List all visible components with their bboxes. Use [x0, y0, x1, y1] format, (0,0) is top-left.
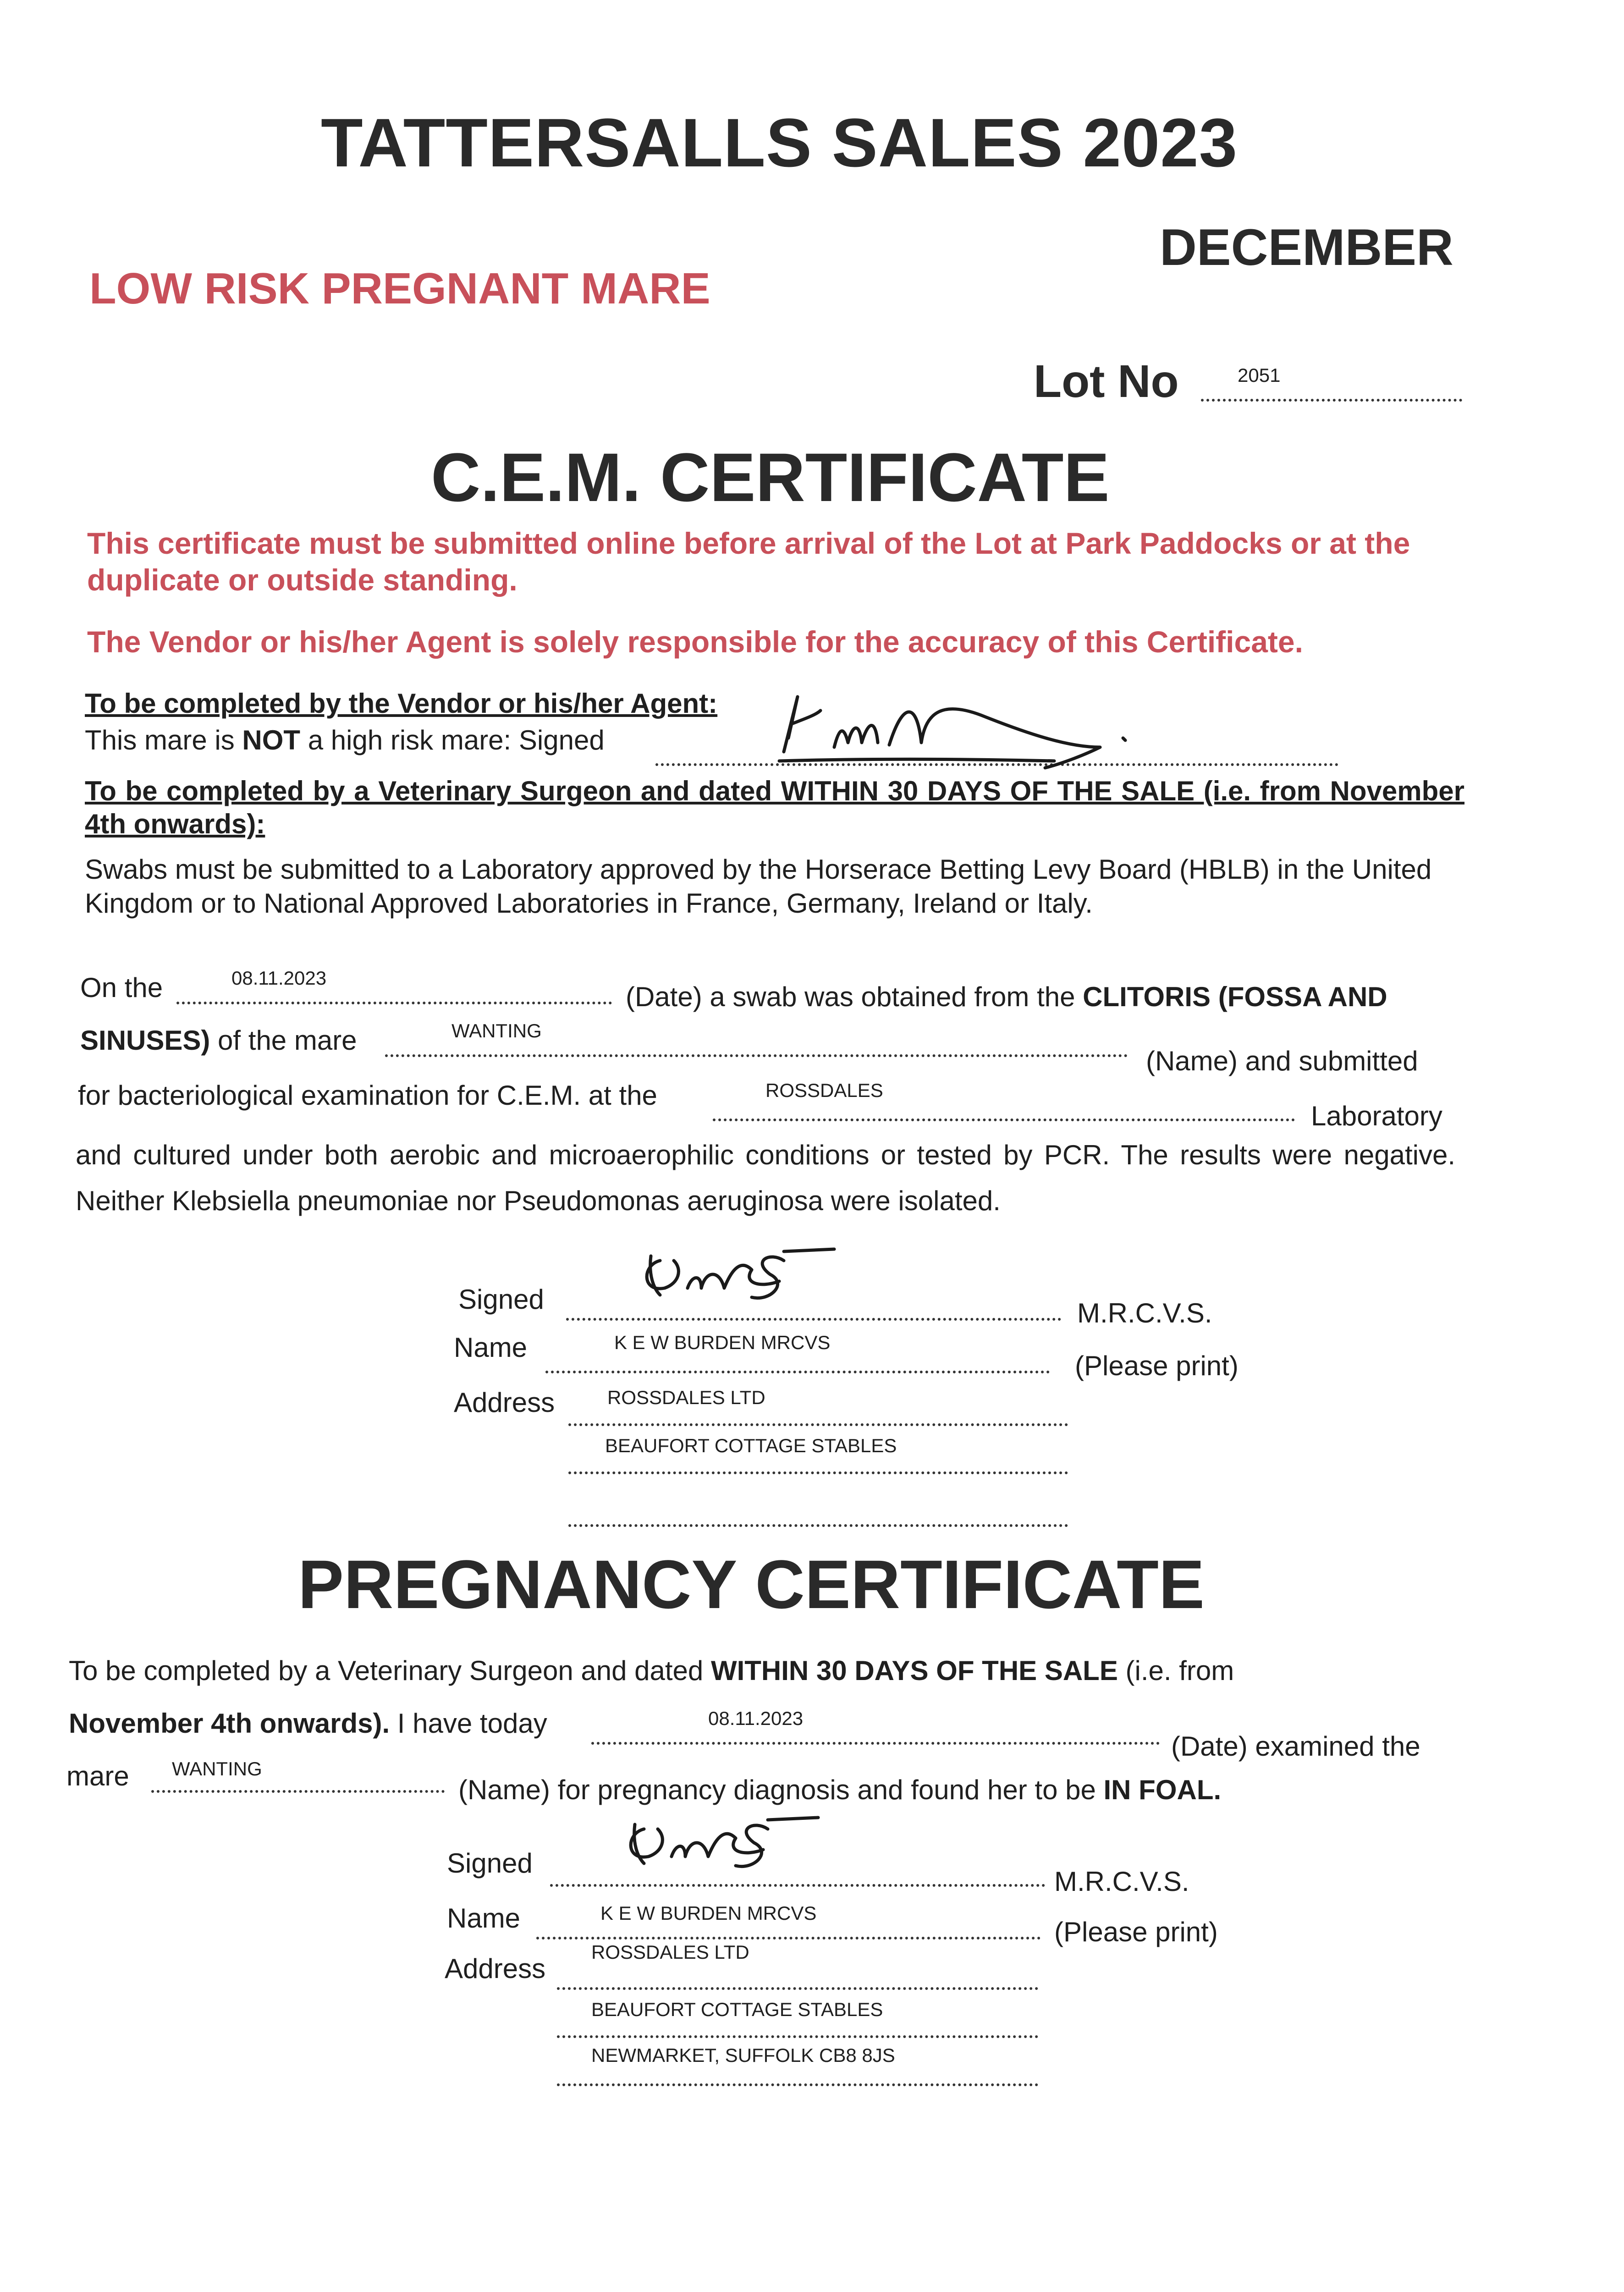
pregnancy-certificate-title: PREGNANCY CERTIFICATE — [298, 1546, 1205, 1623]
cem-address-2: BEAUFORT COTTAGE STABLES — [605, 1435, 897, 1456]
lot-dotted-line — [1201, 399, 1462, 402]
responsibility-notice: The Vendor or his/her Agent is solely responsible for the accuracy of this Certificate. — [87, 625, 1303, 659]
pregnancy-please-print: (Please print) — [1054, 1917, 1218, 1947]
sinuses-line — [80, 1025, 357, 1056]
pregnancy-mrcvs: M.R.C.V.S. — [1054, 1866, 1189, 1897]
vendor-signature-image — [770, 683, 1146, 775]
risk-label: LOW RISK PREGNANT MARE — [89, 264, 710, 313]
pregnancy-address-line-2 — [557, 2035, 1038, 2038]
cem-signature-line — [566, 1318, 1061, 1321]
pregnancy-name-line — [536, 1937, 1040, 1939]
vendor-statement-post: a high risk mare: Signed — [300, 725, 605, 755]
cem-vet-signature-image — [633, 1233, 843, 1311]
vendor-heading — [85, 688, 717, 719]
pregnancy-mare-label: mare — [66, 1761, 129, 1791]
cem-signed-label: Signed — [458, 1284, 544, 1315]
sale-month: DECEMBER — [1160, 219, 1453, 276]
mare-name-line — [385, 1054, 1128, 1057]
pregnancy-address-line-3 — [557, 2083, 1038, 2086]
cem-address-line-3 — [568, 1524, 1068, 1527]
vendor-statement-not: NOT — [242, 725, 301, 755]
swab-requirement-text: Swabs must be submitted to a Laboratory approved by the Horserace Betting Levy Board (HBLB) in the United Kingdom or to National Approved Laboratories in France, Germany, Ireland or Italy. — [85, 854, 1432, 919]
vet-heading — [85, 775, 1464, 841]
swab-date-text-bold: CLITORIS (FOSSA AND — [1083, 981, 1387, 1012]
swab-date-line — [176, 1002, 612, 1004]
pregnancy-diagnosis-pre: (Name) for pregnancy diagnosis and found her to be — [458, 1774, 1104, 1805]
pregnancy-intro-mid: (i.e. from — [1118, 1655, 1234, 1686]
lot-number: 2051 — [1238, 364, 1281, 386]
lab-name: ROSSDALES — [765, 1080, 883, 1101]
pregnancy-vet-name: K E W BURDEN MRCVS — [600, 1902, 817, 1924]
vendor-statement-pre: This mare is — [85, 725, 242, 755]
on-the-label: On the — [80, 972, 163, 1003]
pregnancy-address-3: NEWMARKET, SUFFOLK CB8 8JS — [591, 2044, 895, 2066]
pregnancy-address-1: ROSSDALES LTD — [591, 1941, 749, 1963]
pregnancy-date-examined: (Date) examined the — [1171, 1731, 1420, 1762]
pregnancy-address-label: Address — [445, 1953, 546, 1984]
exam-text: for bacteriological examination for C.E.M. at the — [78, 1080, 657, 1111]
sinuses-bold: SINUSES) — [80, 1025, 210, 1056]
pregnancy-intro-bold: WITHIN 30 DAYS OF THE SALE — [710, 1655, 1118, 1686]
pregnancy-intro-pre: To be completed by a Veterinary Surgeon and dated — [69, 1655, 711, 1686]
sinuses-text: of the mare — [210, 1025, 357, 1056]
pregnancy-signed-label: Signed — [447, 1848, 533, 1879]
cem-name-line — [545, 1371, 1050, 1373]
cem-address-1: ROSSDALES LTD — [607, 1387, 765, 1408]
cem-name-label: Name — [454, 1332, 528, 1363]
cem-mare-name: WANTING — [451, 1020, 542, 1041]
name-submitted-text: (Name) and submitted — [1146, 1046, 1418, 1076]
pregnancy-diagnosis-bold: IN FOAL. — [1103, 1774, 1222, 1805]
document-title: TATTERSALLS SALES 2023 — [321, 104, 1238, 181]
pregnancy-intro-line-1 — [69, 1655, 1234, 1686]
swab-date-text-pre: (Date) a swab was obtained from the — [626, 981, 1083, 1012]
cem-vet-name: K E W BURDEN MRCVS — [614, 1332, 831, 1353]
pregnancy-mare-name: WANTING — [172, 1758, 262, 1780]
pregnancy-intro-post: I have today — [390, 1708, 547, 1739]
vet-heading-text: To be completed by a Veterinary Surgeon and dated WITHIN 30 DAYS OF THE SALE (i.e. from November 4th onwards): — [85, 776, 1464, 839]
cem-mrcvs: M.R.C.V.S. — [1077, 1298, 1212, 1328]
pregnancy-address-2: BEAUFORT COTTAGE STABLES — [591, 1999, 883, 2020]
swab-date-text — [626, 981, 1387, 1013]
result-text: and cultured under both aerobic and microaerophilic conditions or tested by PCR. The results were negative. Neither Klebsiella pneumoniae nor Pseudomonas aeruginosa were isolated. — [76, 1140, 1455, 1216]
cem-certificate-title: C.E.M. CERTIFICATE — [431, 439, 1110, 516]
pregnancy-signature-line — [550, 1884, 1045, 1887]
pregnancy-date-line — [591, 1742, 1160, 1745]
cem-address-label: Address — [454, 1387, 555, 1418]
cem-address-line-2 — [568, 1471, 1068, 1474]
vendor-heading-text: To be completed by the Vendor or his/her Agent: — [85, 688, 718, 719]
lot-label: Lot No — [1034, 356, 1179, 407]
pregnancy-diagnosis — [458, 1774, 1221, 1806]
pregnancy-date-value: 08.11.2023 — [708, 1708, 804, 1729]
pregnancy-name-label: Name — [447, 1903, 521, 1934]
pregnancy-vet-signature-image — [617, 1802, 827, 1879]
pregnancy-intro-bold-2: November 4th onwards). — [69, 1708, 390, 1739]
pregnancy-mare-name-line — [151, 1790, 445, 1793]
laboratory-text: Laboratory — [1311, 1101, 1442, 1131]
cem-address-line-1 — [568, 1423, 1068, 1426]
vendor-statement — [85, 724, 605, 756]
lab-name-line — [713, 1118, 1295, 1121]
swab-date-value: 08.11.2023 — [231, 967, 327, 989]
cem-please-print: (Please print) — [1075, 1350, 1239, 1381]
pregnancy-intro-line-2 — [69, 1708, 547, 1739]
pregnancy-address-line-1 — [557, 1987, 1038, 1990]
submission-notice: This certificate must be submitted online before arrival of the Lot at Park Paddocks or at the duplicate or outside standing. — [87, 526, 1410, 597]
